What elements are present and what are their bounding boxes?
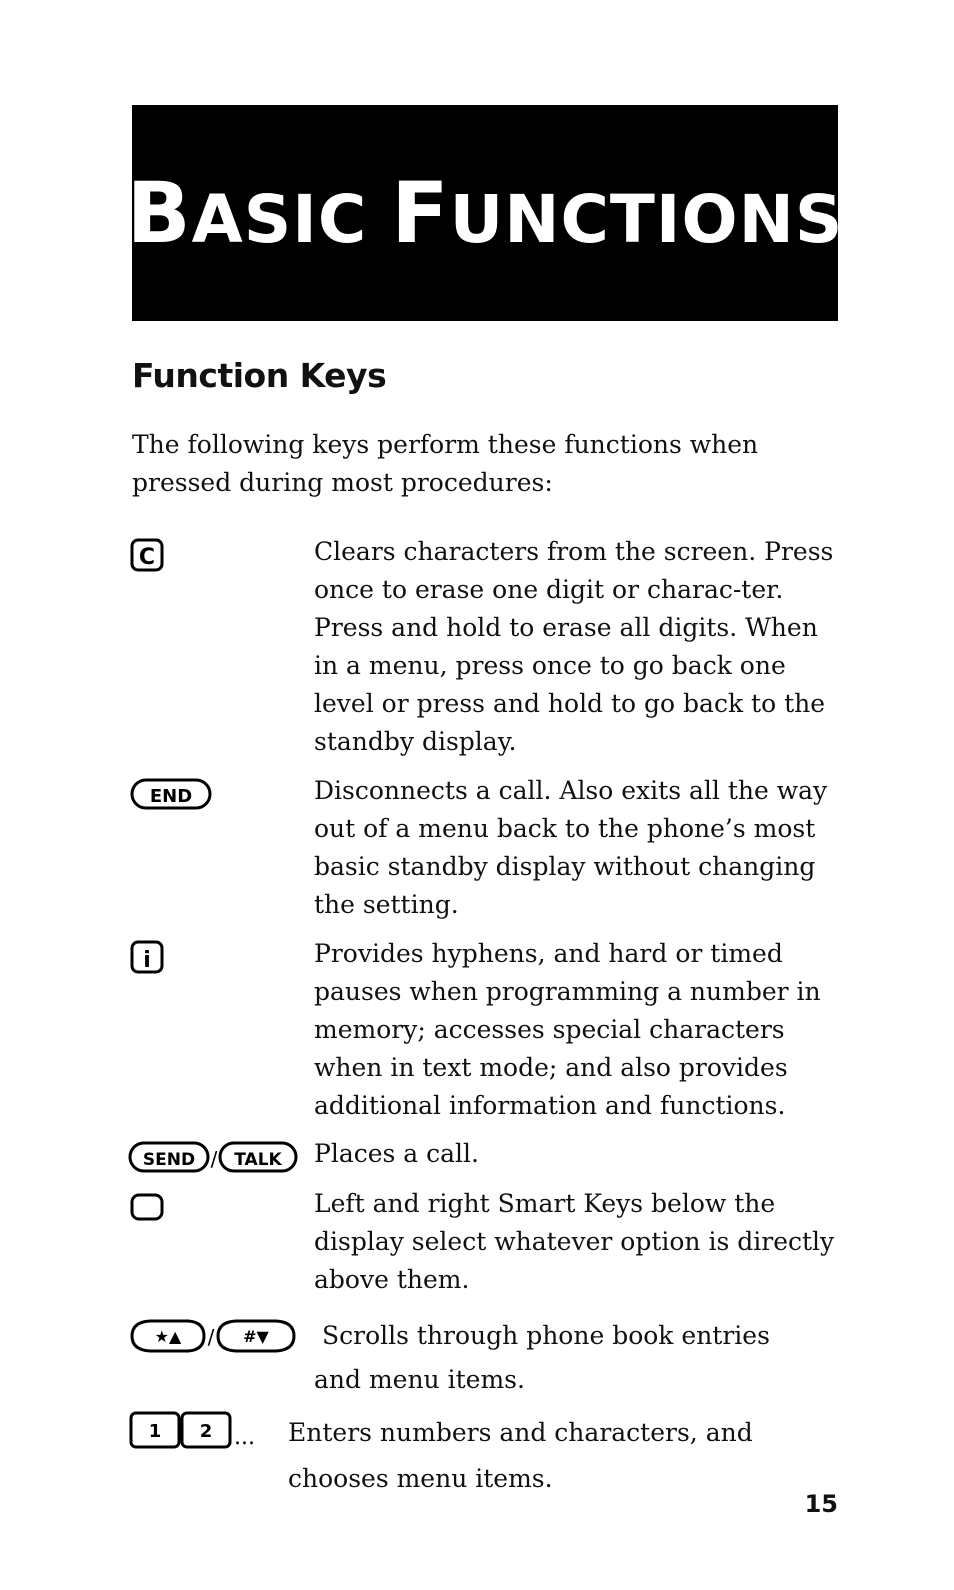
smart-key-description: Left and right Smart Keys below the display select whatever option is directly above them. xyxy=(314,1189,835,1294)
svg-text:★▲: ★▲ xyxy=(154,1327,182,1346)
intro-paragraph: The following keys perform these functions when pressed during most procedures: xyxy=(132,430,759,497)
number-keys-icon xyxy=(128,1410,268,1452)
scroll-keys-icon xyxy=(128,1316,300,1356)
chapter-banner xyxy=(126,105,844,321)
send-talk-key-icon xyxy=(128,1140,300,1176)
end-key-description: Disconnects a call. Also exits all the way out of a menu back to the phone’s most basic standby display without changing the setting. xyxy=(314,776,828,919)
end-key-icon xyxy=(130,777,214,813)
clear-key-icon xyxy=(130,538,166,574)
page-number: 15 xyxy=(804,1490,838,1518)
svg-text:i: i xyxy=(143,948,151,973)
info-key-icon xyxy=(130,940,166,976)
scroll-keys-description: Scrolls through phone book entries and menu items. xyxy=(314,1321,770,1394)
svg-text:...: ... xyxy=(234,1425,255,1450)
send-talk-key-description: Places a call. xyxy=(314,1139,479,1168)
svg-text:1: 1 xyxy=(148,1421,162,1442)
svg-text:SEND: SEND xyxy=(142,1150,196,1170)
number-keys-description: Enters numbers and characters, and chooses menu items. xyxy=(288,1418,753,1493)
svg-text:C: C xyxy=(138,545,156,570)
section-heading: Function Keys xyxy=(132,356,387,395)
svg-text:2: 2 xyxy=(199,1421,213,1442)
chapter-title: BASIC FUNCTIONS xyxy=(126,164,844,262)
svg-text:/: / xyxy=(210,1147,218,1171)
smart-key-icon xyxy=(130,1192,166,1224)
svg-text:TALK: TALK xyxy=(234,1150,282,1170)
svg-text:END: END xyxy=(149,786,193,807)
svg-text:/: / xyxy=(207,1325,215,1349)
clear-key-description: Clears characters from the screen. Press once to erase one digit or charac-ter. Press and hold to erase all digits. When in a menu, press once to go back one level or press and hold to go back to the standby display. xyxy=(314,537,834,756)
svg-text:#▼: #▼ xyxy=(243,1327,269,1346)
info-key-description: Provides hyphens, and hard or timed pauses when programming a number in memory; accesses special characters when in text mode; and also provides additional information and functions. xyxy=(314,939,821,1120)
